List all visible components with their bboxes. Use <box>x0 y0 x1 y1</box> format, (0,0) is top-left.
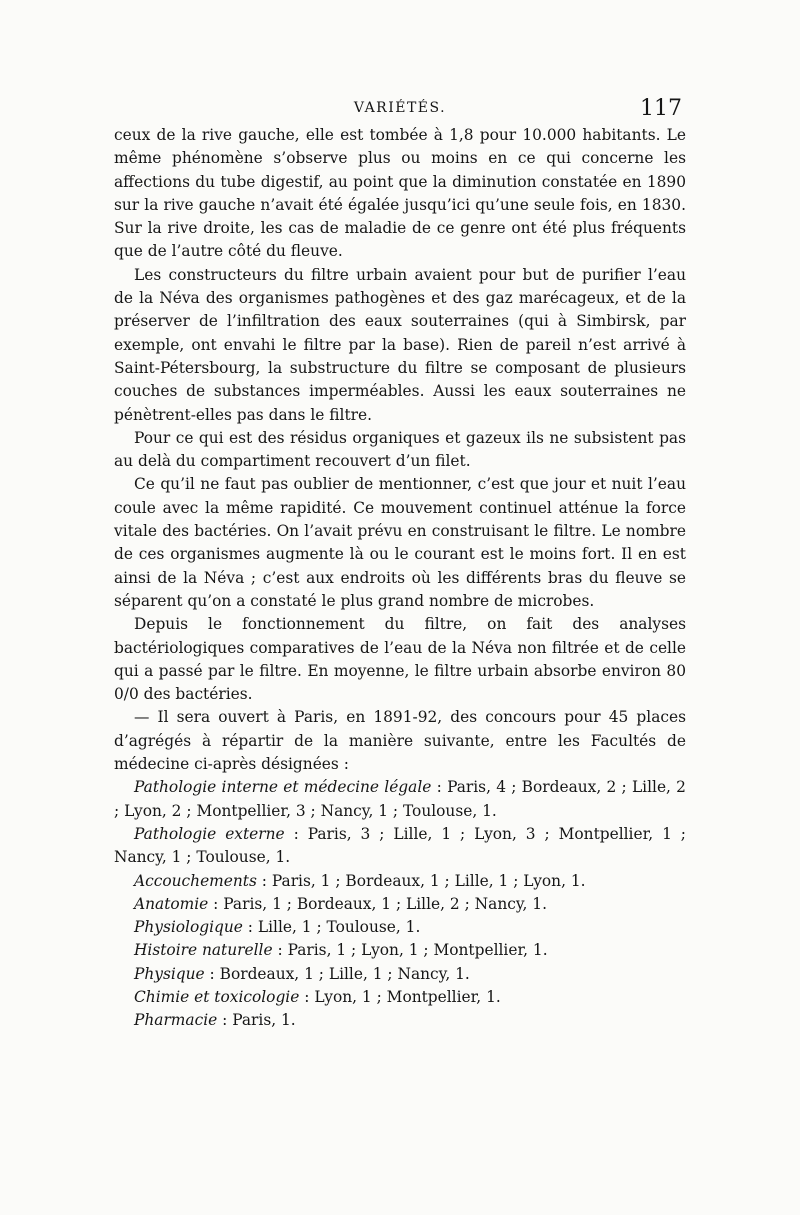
page-header <box>114 96 686 122</box>
discipline-separator: : <box>299 987 315 1006</box>
discipline-seats: Paris, 1 ; Bordeaux, 1 ; Lille, 2 ; Nancy, 1. <box>223 894 547 913</box>
list-item <box>114 1009 686 1032</box>
discipline-list <box>114 776 686 1032</box>
discipline-seats: Paris, 4 ; Bordeaux, 2 ; Lille, 2 ; Lyon, 2 ; Montpellier, 3 ; Nancy, 1 ; Toulouse, 1. <box>114 778 686 820</box>
paragraph-current: Ce qu’il ne faut pas oublier de mentionner, c’est que jour et nuit l’eau coule avec la même rapidité. Ce mouvement continuel atténue la force vitale des bactéries. On l’avait prévu en construisant le filtre. Le nombre de ces organismes augmente là ou le courant est le moins fort. Il en est ainsi de la Néva ; c’est aux endroits où les différents bras du fleuve se séparent qu’on a constaté le plus grand nombre de microbes. <box>114 475 686 610</box>
discipline-seats: Paris, 1. <box>232 1011 296 1030</box>
discipline-name: Physique <box>134 964 205 983</box>
discipline-seats: Paris, 3 ; Lille, 1 ; Lyon, 3 ; Montpellier, 1 ; Nancy, 1 ; Toulouse, 1. <box>114 824 686 867</box>
discipline-seats: Lille, 1 ; Toulouse, 1. <box>257 918 421 937</box>
discipline-name: Physiologique <box>134 918 243 937</box>
discipline-name: Accouchements <box>134 871 257 890</box>
discipline-name: Pharmacie <box>134 1011 218 1030</box>
discipline-name: Histoire naturelle <box>134 941 273 960</box>
discipline-name: Pathologie interne et médecine légale <box>134 778 432 797</box>
list-item <box>114 823 686 870</box>
list-item <box>114 916 686 939</box>
discipline-seats: Paris, 1 ; Bordeaux, 1 ; Lille, 1 ; Lyon, 1. <box>271 871 586 890</box>
paragraph-filter-builders: Les constructeurs du filtre urbain avaient pour but de purifier l’eau de la Néva des organismes pathogènes et des gaz marécageux, et de la préserver de l’infiltration des eaux souterraines (qui à Simbirsk, par exemple, ont envahi le filtre par la base). Rien de pareil n’est arrivé à Saint-Pétersbourg, la substructure du filtre se composant de plusieurs couches de substances imperméables. Aussi les eaux souterraines ne pénètrent-elles pas dans le filtre. <box>114 265 686 424</box>
paragraph-concours: — Il sera ouvert à Paris, en 1891-92, des concours pour 45 places d’agrégés à répartir de la manière suivante, entre les Facultés de médecine ci-après désignées : <box>114 708 686 774</box>
discipline-seats: Paris, 1 ; Lyon, 1 ; Montpellier, 1. <box>287 941 548 960</box>
page-number: 117 <box>640 96 682 121</box>
paragraph-continuation: ceux de la rive gauche, elle est tombée à 1,8 pour 10.000 habitants. Le même phénomène s’observe plus ou moins en ce qui concerne les affections du tube digestif, au point que la diminution constatée en 1890 sur la rive gauche n’avait été égalée jusqu’ici qu’une seule fois, en 1830. Sur la rive droite, les cas de maladie de ce genre ont été plus fréquents que de l’autre côté du fleuve. <box>114 126 686 261</box>
list-item <box>114 939 686 962</box>
running-title: VARIÉTÉS. <box>353 100 447 116</box>
paragraph-residues: Pour ce qui est des résidus organiques et gazeux ils ne subsistent pas au delà du compartiment recouvert d’un filet. <box>114 428 686 471</box>
discipline-name: Anatomie <box>134 894 209 913</box>
discipline-separator: : <box>204 964 220 983</box>
list-item <box>114 963 686 986</box>
list-item <box>114 893 686 916</box>
discipline-separator: : <box>256 871 272 890</box>
list-item <box>114 986 686 1009</box>
discipline-name: Chimie et toxicologie <box>134 987 300 1006</box>
discipline-seats: Lyon, 1 ; Montpellier, 1. <box>314 987 501 1006</box>
paragraph-analyses: Depuis le fonctionnement du filtre, on fait des analyses bactériologiques comparatives de l’eau de la Néva non filtrée et de celle qui a passé par le filtre. En moyenne, le filtre urbain absorbe environ 80 0/0 des bactéries. <box>114 615 686 704</box>
discipline-separator: : <box>242 918 258 937</box>
discipline-separator: : <box>284 824 308 843</box>
discipline-separator: : <box>208 894 224 913</box>
discipline-name: Pathologie externe <box>134 824 285 843</box>
list-item <box>114 776 686 823</box>
discipline-seats: Bordeaux, 1 ; Lille, 1 ; Nancy, 1. <box>219 964 470 983</box>
list-item <box>114 870 686 893</box>
body-text <box>114 124 686 1033</box>
discipline-separator: : <box>431 778 448 797</box>
discipline-separator: : <box>217 1011 233 1030</box>
discipline-separator: : <box>272 941 288 960</box>
